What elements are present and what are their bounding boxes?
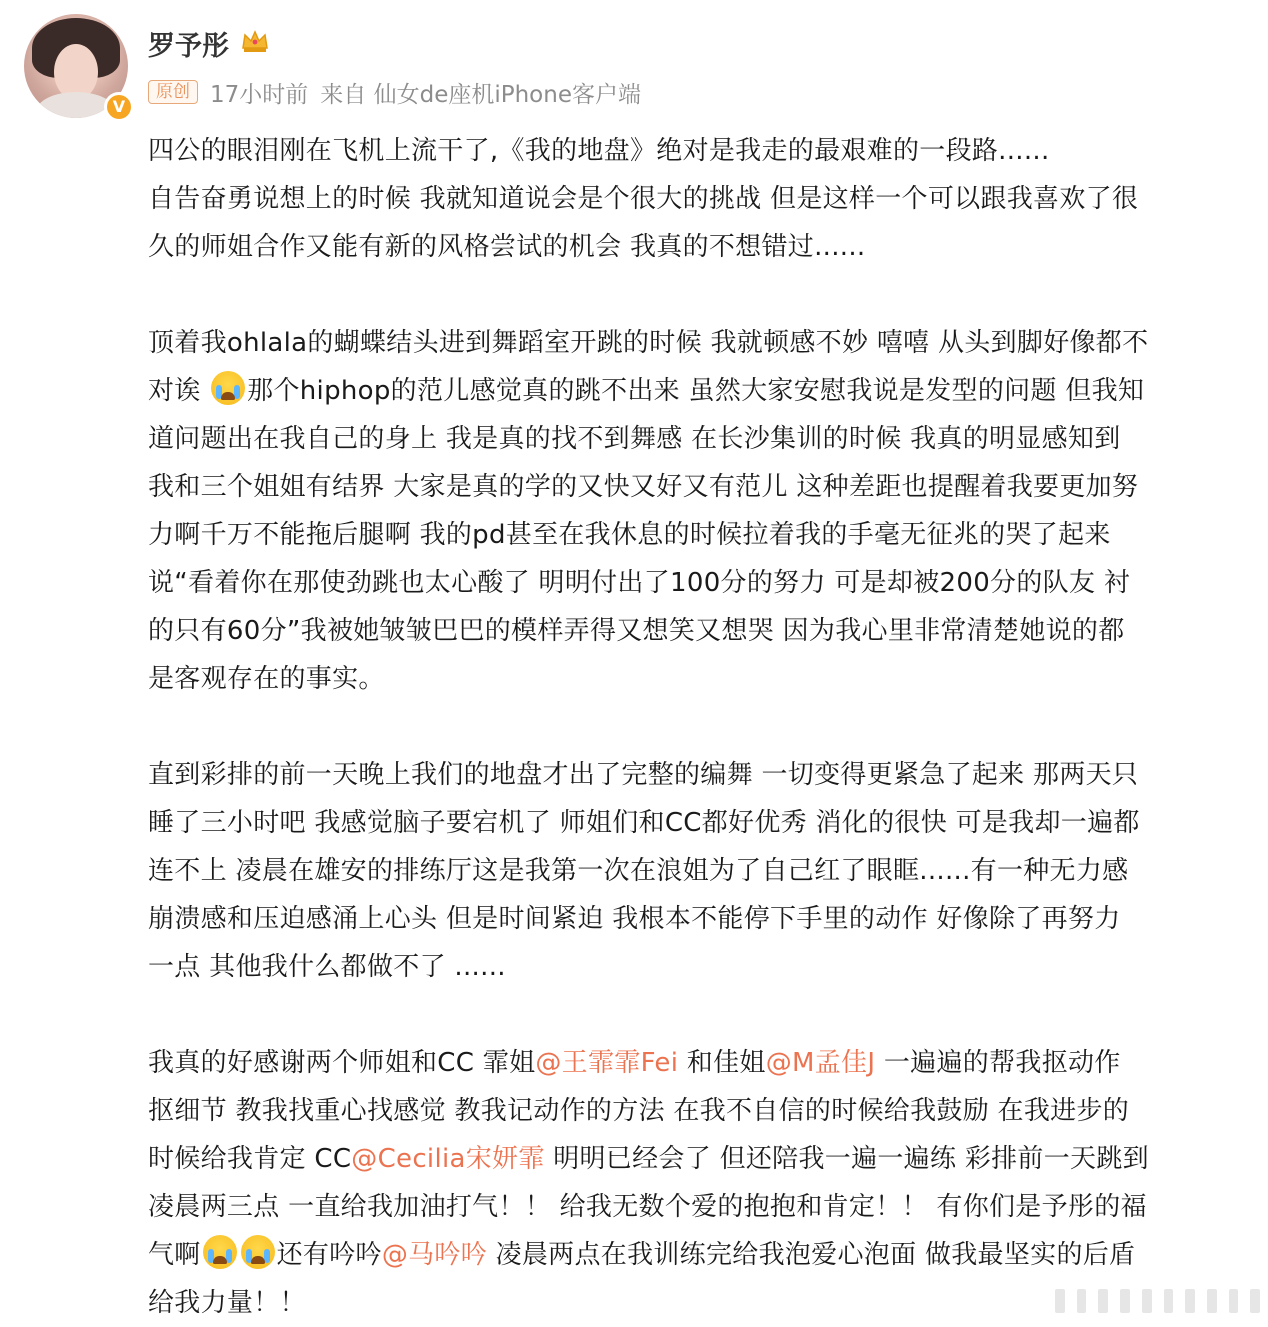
original-badge: 原创 [148, 80, 198, 104]
crying-emoji-icon [241, 1235, 275, 1269]
mention-link[interactable]: @Cecilia宋妍霏 [351, 1144, 545, 1174]
mention-link[interactable]: @王霏霏Fei [535, 1048, 679, 1078]
post-meta [148, 77, 641, 107]
text-line: 崩溃感和压迫感涌上心头 但是时间紧迫 我根本不能停下手里的动作 好像除了再努力 [148, 904, 1121, 934]
text-line: 凌晨两三点 一直给我加油打气！！ 给我无数个爱的抱抱和肯定！！ 有你们是予彤的福 [148, 1192, 1147, 1222]
text-line: 对诶 那个hiphop的范儿感觉真的跳不出来 虽然大家安慰我说是发型的问题 但我知 [148, 367, 1238, 415]
username[interactable]: 罗予彤 [148, 31, 229, 62]
crying-emoji-icon [211, 371, 245, 405]
post-body [148, 127, 1238, 1327]
text-line: 我真的好感谢两个师姐和CC 霏姐@王霏霏Fei 和佳姐@M孟佳J 一遍遍的帮我抠动作 [148, 1048, 1121, 1078]
text-line: 自告奋勇说想上的时候 我就知道说会是个很大的挑战 但是这样一个可以跟我喜欢了很 [148, 184, 1139, 214]
text-line: 连不上 凌晨在雄安的排练厅这是我第一次在浪姐为了自己红了眼眶......有一种无力感 [148, 856, 1129, 886]
text-line: 抠细节 教我找重心找感觉 教我记动作的方法 在我不自信的时候给我鼓励 在我进步的 [148, 1096, 1130, 1126]
crown-icon [240, 26, 270, 56]
text-line: 力啊千万不能拖后腿啊 我的pd甚至在我休息的时候拉着我的手毫无征兆的哭了起来 [148, 520, 1111, 550]
text-line: 的只有60分”我被她皱皱巴巴的模样弄得又想笑又想哭 因为我心里非常清楚她说的都 [148, 616, 1125, 646]
text-line: 顶着我ohlala的蝴蝶结头进到舞蹈室开跳的时候 我就顿感不妙 嘻嘻 从头到脚好像都不 [148, 328, 1149, 358]
mention-link[interactable]: @M孟佳J [765, 1048, 876, 1078]
text-line: 我和三个姐姐有结界 大家是真的学的又快又好又有范儿 这种差距也提醒着我要更加努 [148, 472, 1139, 502]
text-line: 久的师姐合作又能有新的风格尝试的机会 我真的不想错过...... [148, 232, 866, 262]
verified-icon: V [104, 92, 134, 122]
text-line: 是客观存在的事实。 [148, 664, 385, 694]
watermark-bars [1055, 1287, 1260, 1315]
text-line: 睡了三小时吧 我感觉脑子要宕机了 师姐们和CC都好优秀 消化的很快 可是我却一遍都 [148, 808, 1140, 838]
text-line: 给我力量！！ [148, 1288, 306, 1318]
avatar[interactable] [24, 14, 128, 118]
text-line: 直到彩排的前一天晚上我们的地盘才出了完整的编舞 一切变得更紧急了起来 那两天只 [148, 760, 1139, 790]
post-time[interactable]: 17小时前 [210, 81, 309, 108]
text-line: 说“看着你在那使劲跳也太心酸了 明明付出了100分的努力 可是却被200分的队友 衬 [148, 568, 1131, 598]
post-source: 来自 仙女de座机iPhone客户端 [320, 81, 641, 108]
text-line: 四公的眼泪刚在飞机上流干了,《我的地盘》绝对是我走的最艰难的一段路...... [148, 136, 1050, 166]
text-line: 时候给我肯定 CC@Cecilia宋妍霏 明明已经会了 但还陪我一遍一遍练 彩排前一天跳到 [148, 1144, 1149, 1174]
crying-emoji-icon [203, 1235, 237, 1269]
text-line: 一点 其他我什么都做不了 ...... [148, 952, 506, 982]
text-line: 气啊 还有吟吟@马吟吟 凌晨两点在我训练完给我泡爱心泡面 做我最坚实的后盾 [148, 1231, 1238, 1279]
mention-link[interactable]: @马吟吟 [381, 1240, 488, 1270]
text-line: 道问题出在我自己的身上 我是真的找不到舞感 在长沙集训的时候 我真的明显感知到 [148, 424, 1121, 454]
